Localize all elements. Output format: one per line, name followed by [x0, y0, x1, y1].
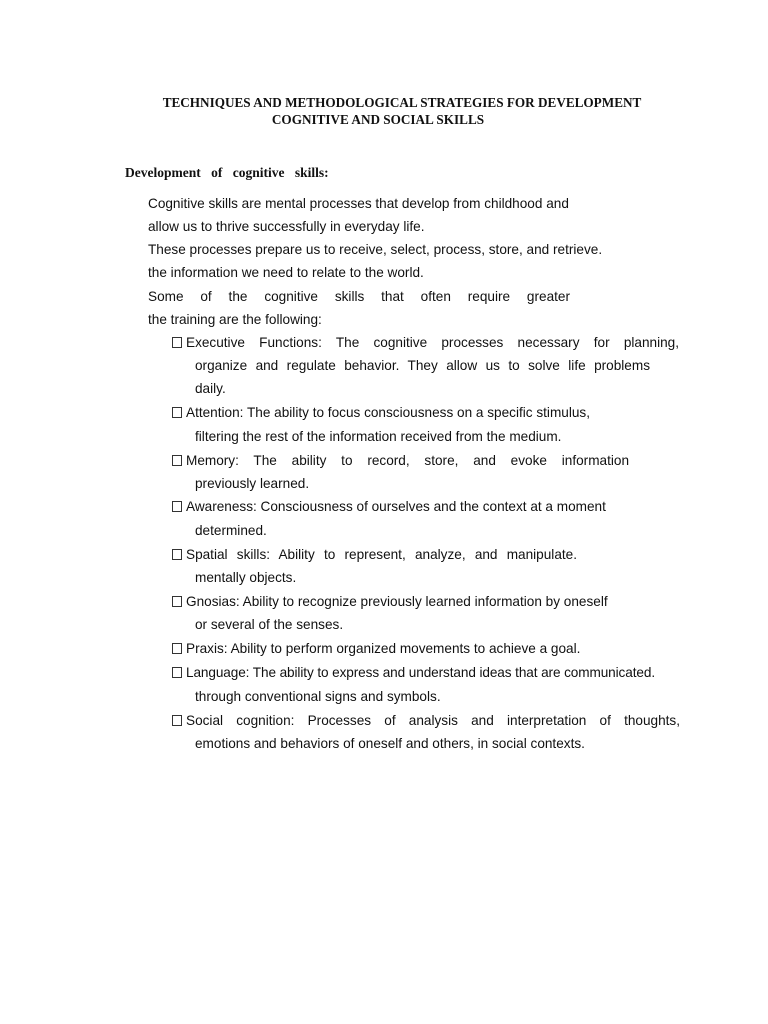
intro-line: Some of the cognitive skills that often require greater — [148, 289, 570, 304]
bullet-icon — [172, 643, 182, 654]
list-item-line: previously learned. — [195, 476, 310, 491]
list-item-line: or several of the senses. — [195, 617, 344, 632]
intro-line: the training are the following: — [148, 312, 322, 327]
list-item-line: Executive Functions: The cognitive processes necessary for planning, — [186, 335, 679, 350]
bullet-icon — [172, 667, 182, 678]
list-item-line: determined. — [195, 523, 267, 538]
bullet-icon — [172, 596, 182, 607]
intro-line: the information we need to relate to the world. — [148, 265, 424, 280]
document-title-line-1: TECHNIQUES AND METHODOLOGICAL STRATEGIES FOR DEVELOPMENT — [162, 95, 642, 110]
list-item-line: Social cognition: Processes of analysis and interpretation of thoughts, — [186, 713, 680, 728]
list-item-line: Gnosias: Ability to recognize previously learned information by oneself — [186, 594, 608, 609]
bullet-icon — [172, 407, 182, 418]
list-item-line: Awareness: Consciousness of ourselves and the context at a moment — [186, 499, 606, 514]
list-item-line: organize and regulate behavior. They allow us to solve life problems — [195, 358, 650, 373]
intro-line: These processes prepare us to receive, select, process, store, and retrieve. — [148, 242, 603, 257]
intro-line: Cognitive skills are mental processes that develop from childhood and — [148, 196, 569, 211]
list-item-line: Language: The ability to express and understand ideas that are communicated. — [186, 665, 655, 680]
list-item-line: Spatial skills: Ability to represent, analyze, and manipulate. — [186, 547, 577, 562]
list-item-line: emotions and behaviors of oneself and others, in social contexts. — [195, 736, 585, 751]
list-item-line: Memory: The ability to record, store, and evoke information — [186, 453, 629, 468]
section-heading: Development of cognitive skills: — [125, 165, 329, 180]
bullet-icon — [172, 455, 182, 466]
list-item-line: Praxis: Ability to perform organized movements to achieve a goal. — [186, 641, 581, 656]
document-title-line-2: COGNITIVE AND SOCIAL SKILLS — [271, 112, 485, 127]
intro-line: allow us to thrive successfully in everyday life. — [148, 219, 425, 234]
bullet-icon — [172, 337, 182, 348]
list-item-line: Attention: The ability to focus consciousness on a specific stimulus, — [186, 405, 590, 420]
list-item-line: through conventional signs and symbols. — [195, 689, 441, 704]
list-item-line: daily. — [195, 381, 226, 396]
bullet-icon — [172, 501, 182, 512]
bullet-icon — [172, 715, 182, 726]
bullet-icon — [172, 549, 182, 560]
list-item-line: filtering the rest of the information received from the medium. — [195, 429, 562, 444]
list-item-line: mentally objects. — [195, 570, 297, 585]
